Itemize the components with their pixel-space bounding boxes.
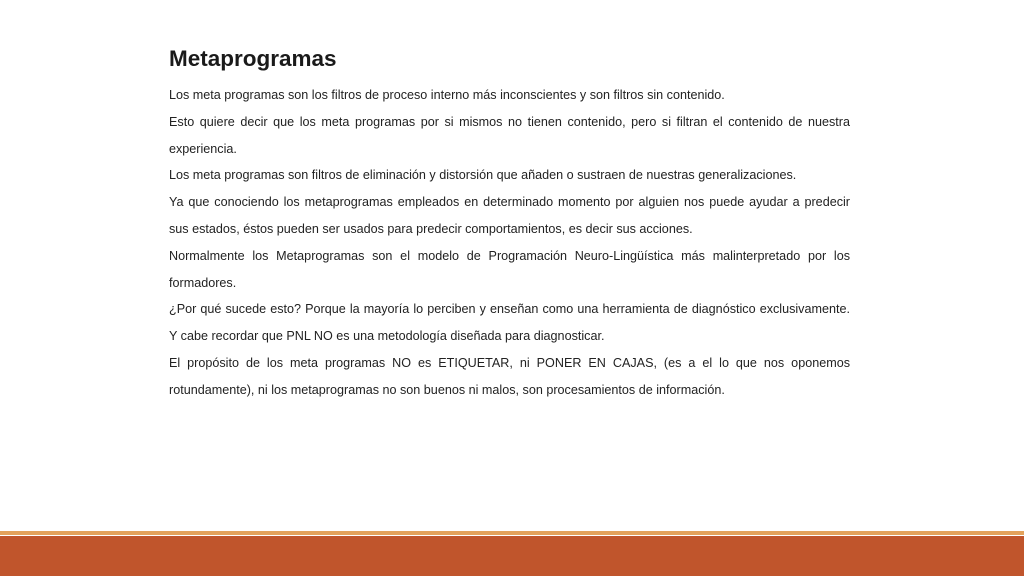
paragraph-2: Esto quiere decir que los meta programas por si mismos no tienen contenido, pero si filtran el contenido de nuestra experiencia. (169, 114, 850, 156)
paragraph-4: Ya que conociendo los metaprogramas empleados en determinado momento por alguien nos puede ayudar a predecir sus estados, éstos pueden ser usados para predecir comportamientos, es decir sus acciones. (169, 195, 850, 236)
paragraph-5: Normalmente los Metaprogramas son el modelo de Programación Neuro-Lingüística más malinterpretado por los formadores. (169, 248, 850, 290)
slide-title: Metaprogramas (169, 46, 337, 71)
footer-bar (0, 536, 1024, 576)
paragraph-6: ¿Por qué sucede esto? Porque la mayoría lo perciben y enseñan como una herramienta de diagnóstico exclusivamente. Y cabe recordar que PNL NO es una metodología diseñada para diagnosticar. (169, 302, 850, 344)
accent-line (0, 531, 1024, 535)
paragraph-1: Los meta programas son los filtros de proceso interno más inconscientes y son filtros sin contenido. (169, 88, 725, 102)
slide-content (169, 44, 850, 404)
paragraph-3: Los meta programas son filtros de eliminación y distorsión que añaden o sustraen de nuestras generalizaciones. (169, 168, 797, 183)
paragraph-7: El propósito de los meta programas NO es ETIQUETAR, ni PONER EN CAJAS, (es a el lo que nos oponemos rotundamente), ni los metaprogramas no son buenos ni malos, son procesamientos de información. (169, 355, 850, 397)
